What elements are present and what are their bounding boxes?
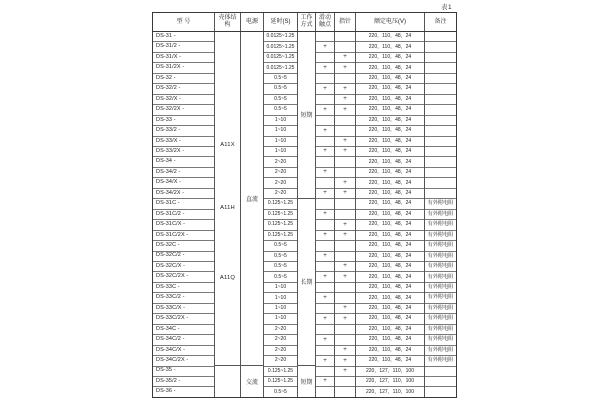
cell-model: DS-34C/2X - (153, 356, 214, 366)
header-sliding-contact: 滑动触点 (316, 13, 335, 31)
cell-model: DS-33/2 - (153, 126, 214, 136)
cell-sliding-contact: + (316, 252, 334, 262)
cell-model: DS-34/2 - (153, 168, 214, 178)
cell-delay: 1~10 (264, 116, 297, 126)
cell-pointer: + (335, 314, 355, 324)
cell-delay: 0.5~5 (264, 272, 297, 282)
cell-pointer: + (335, 95, 355, 105)
cell-delay: 2~20 (264, 356, 297, 366)
cell-model: DS-33C - (153, 283, 214, 293)
cell-remark (425, 137, 456, 147)
cell-delay: 0.5~5 (274, 388, 287, 395)
cell-rated-voltage: 220，110，48，24 (356, 231, 424, 241)
cell-model: DS-32C/X - (153, 262, 214, 272)
cell-delay: 1~10 (264, 126, 297, 136)
cell-sliding-contact: + (316, 231, 334, 241)
cell-rated-voltage: 220，110，48，24 (356, 74, 424, 84)
cell-remark: 有外附电阻 (425, 335, 456, 345)
cell-sliding-contact: + (316, 84, 334, 94)
cell-sliding-contact (316, 32, 334, 42)
cell-remark (425, 116, 456, 126)
cell-sliding-contact: + (316, 335, 334, 345)
cell-model: DS-31C/X - (153, 220, 214, 230)
cell-pointer: + (335, 231, 355, 241)
cell-delay: 0.125~1.25 (264, 367, 297, 377)
cell-pointer (335, 335, 355, 345)
cell-pointer (335, 210, 355, 220)
cell-delay: 2~20 (264, 168, 297, 178)
cell-remark (425, 178, 456, 188)
cell-delay: 0.5~5 (264, 74, 297, 84)
cell-pointer (335, 168, 355, 178)
cell-sliding-contact (316, 95, 334, 105)
header-pointer: 指针 (335, 13, 356, 31)
cell-remark (425, 95, 456, 105)
cell-delay: 0.5~5 (264, 262, 297, 272)
spec-table (152, 12, 457, 398)
cell-pointer: + (335, 63, 355, 73)
cell-remark (425, 32, 456, 42)
cell-delay: 2~20 (264, 335, 297, 345)
cell-delay: 1~10 (264, 314, 297, 324)
col-pointer (335, 32, 356, 397)
cell-pointer: + (335, 84, 355, 94)
cell-model: DS-34C/X - (153, 346, 214, 356)
cell-remark: 有外附电阻 (425, 293, 456, 303)
cell-sliding-contact: + (316, 272, 334, 282)
cell-remark: 有外附电阻 (425, 272, 456, 282)
col-remark (425, 32, 456, 397)
cell-remark: 有外附电阻 (425, 262, 456, 272)
table-number-label: 表1 (441, 4, 453, 11)
group-power: 直流 (241, 32, 263, 366)
cell-pointer (335, 241, 355, 251)
cell-delay: 2~20 (264, 157, 297, 167)
cell-delay: 0.5~5 (264, 105, 297, 115)
cell-delay: 1~10 (264, 304, 297, 314)
cell-model: DS-31C/2X - (153, 231, 214, 241)
cell-remark (425, 168, 456, 178)
cell-sliding-contact: + (316, 314, 334, 324)
cell-rated-voltage: 220，110，48，24 (356, 325, 424, 335)
cell-model: DS-36 - (156, 388, 176, 395)
cell-remark (425, 126, 456, 136)
cell-sliding-contact: + (316, 147, 334, 157)
cell-delay: 1~10 (264, 147, 297, 157)
cell-pointer (335, 199, 355, 209)
cell-sliding-contact (316, 325, 334, 335)
cell-model: DS-34/2X - (153, 189, 214, 199)
cell-model: DS-33 - (153, 116, 214, 126)
cell-sliding-contact (316, 220, 334, 230)
cell-sliding-contact (316, 74, 334, 84)
cell-remark: 有外附电阻 (425, 283, 456, 293)
cell-delay: 0.0125~1.25 (264, 42, 297, 52)
cell-remark (425, 189, 456, 199)
cell-delay: 0.5~5 (264, 95, 297, 105)
cell-pointer: + (335, 262, 355, 272)
cell-remark (425, 147, 456, 157)
cell-pointer (335, 252, 355, 262)
cell-remark (425, 157, 456, 167)
cell-model: DS-33C/2X - (153, 314, 214, 324)
cell-delay: 0.5~5 (264, 252, 297, 262)
cell-rated-voltage: 220，110，48，24 (356, 137, 424, 147)
cell-remark (425, 84, 456, 94)
cell-model: DS-33C/X - (153, 304, 214, 314)
cell-delay: 2~20 (264, 346, 297, 356)
cell-rated-voltage: 220，110，48，24 (356, 272, 424, 282)
cell-pointer (335, 116, 355, 126)
cell-pointer: + (335, 147, 355, 157)
group-work-mode: 长期 (298, 199, 315, 366)
cell-rated-voltage: 220，110，48，24 (356, 189, 424, 199)
cell-rated-voltage: 220，110，48，24 (356, 356, 424, 366)
cell-model: DS-35/2 - (153, 377, 214, 387)
cell-model: DS-33C/2 - (153, 293, 214, 303)
cell-delay: 2~20 (264, 325, 297, 335)
cell-delay: 0.0125~1.25 (264, 63, 297, 73)
cell-pointer: + (335, 304, 355, 314)
cell-pointer: + (335, 367, 355, 377)
cell-model: DS-32 - (153, 74, 214, 84)
cell-remark (425, 105, 456, 115)
cell-rated-voltage: 220，110，48，24 (356, 157, 424, 167)
cell-remark: 有外附电阻 (425, 252, 456, 262)
cell-model: DS-31C/2 - (153, 210, 214, 220)
cell-pointer: + (335, 346, 355, 356)
shell-code-label: A11H (220, 205, 235, 212)
cell-pointer (335, 293, 355, 303)
cell-pointer (335, 42, 355, 52)
cell-rated-voltage: 220，110，48，24 (356, 84, 424, 94)
cell-rated-voltage: 220，110，48，24 (356, 116, 424, 126)
cell-model: DS-34 - (153, 157, 214, 167)
cell-remark (425, 367, 456, 377)
cell-sliding-contact: + (316, 356, 334, 366)
cell-delay: 0.5~5 (264, 241, 297, 251)
header-remark: 备注 (434, 18, 447, 25)
cell-pointer: + (335, 178, 355, 188)
group-shell (215, 366, 240, 397)
cell-pointer (335, 377, 355, 387)
cell-delay: 0.0125~1.25 (264, 53, 297, 63)
col-shell (215, 32, 241, 397)
cell-rated-voltage: 220，110，48，24 (356, 210, 424, 220)
cell-model: DS-31/2X - (153, 63, 214, 73)
col-model (153, 32, 215, 397)
cell-delay: 2~20 (264, 189, 297, 199)
group-shell (215, 32, 240, 366)
cell-pointer: + (335, 220, 355, 230)
cell-sliding-contact (316, 178, 334, 188)
col-power (241, 32, 264, 397)
cell-remark (425, 377, 456, 387)
cell-remark (425, 387, 456, 396)
header-power: 电源 (241, 13, 264, 31)
col-delay (264, 32, 298, 397)
cell-rated-voltage: 220，110，48，24 (356, 304, 424, 314)
cell-delay: 1~10 (264, 283, 297, 293)
cell-sliding-contact (316, 241, 334, 251)
cell-sliding-contact: + (316, 126, 334, 136)
cell-delay: 2~20 (264, 178, 297, 188)
cell-sliding-contact (316, 387, 334, 396)
cell-sliding-contact: + (316, 210, 334, 220)
group-power: 交流 (245, 379, 258, 386)
cell-model: DS-31/2 - (153, 42, 214, 52)
cell-rated-voltage: 220，110，48，24 (356, 252, 424, 262)
cell-pointer: + (335, 189, 355, 199)
header-shell: 壳体结构 (215, 13, 241, 31)
shell-code-label: A11X (220, 142, 235, 149)
cell-sliding-contact (316, 262, 334, 272)
cell-model: DS-32/X - (153, 95, 214, 105)
cell-model: DS-35 - (153, 367, 214, 377)
cell-sliding-contact: + (316, 63, 334, 73)
cell-model: DS-32C/2 - (153, 252, 214, 262)
cell-rated-voltage: 220，110，48，24 (356, 199, 424, 209)
cell-rated-voltage: 220，110，48，24 (356, 53, 424, 63)
cell-delay: 1~10 (264, 293, 297, 303)
cell-rated-voltage: 220，110，48，24 (356, 168, 424, 178)
cell-rated-voltage: 220，110，48，24 (356, 126, 424, 136)
cell-rated-voltage: 220，110，48，24 (356, 314, 424, 324)
cell-remark: 有外附电阻 (425, 199, 456, 209)
cell-sliding-contact: + (316, 105, 334, 115)
cell-model: DS-32/2X - (153, 105, 214, 115)
cell-pointer (335, 157, 355, 167)
cell-sliding-contact (316, 283, 334, 293)
cell-sliding-contact (316, 346, 334, 356)
cell-remark: 有外附电阻 (425, 210, 456, 220)
cell-model: DS-33/2X - (153, 147, 214, 157)
cell-delay: 1~10 (264, 137, 297, 147)
group-work-mode: 短期 (300, 379, 313, 386)
cell-sliding-contact: + (316, 377, 334, 387)
cell-remark: 有外附电阻 (425, 241, 456, 251)
cell-sliding-contact (316, 116, 334, 126)
shell-code-label: A11Q (219, 275, 236, 282)
header-work-mode: 工作方式 (298, 13, 316, 31)
cell-pointer (335, 126, 355, 136)
cell-sliding-contact (316, 304, 334, 314)
cell-model: DS-34C - (153, 325, 214, 335)
cell-pointer: + (335, 105, 355, 115)
cell-model: DS-34C/2 - (153, 335, 214, 345)
cell-model: DS-31C - (153, 199, 214, 209)
cell-model: DS-32/2 - (153, 84, 214, 94)
col-sliding-contact (316, 32, 335, 397)
cell-model: DS-34/X - (153, 178, 214, 188)
cell-pointer: + (335, 272, 355, 282)
cell-model: DS-31/X - (153, 53, 214, 63)
cell-rated-voltage: 220，110，48，24 (356, 220, 424, 230)
cell-remark (425, 53, 456, 63)
cell-pointer (335, 74, 355, 84)
cell-delay: 0.125~1.25 (264, 231, 297, 241)
cell-delay: 0.125~1.25 (264, 199, 297, 209)
cell-sliding-contact: + (316, 42, 334, 52)
col-work-mode (298, 32, 316, 397)
cell-pointer (335, 387, 355, 396)
cell-sliding-contact (316, 53, 334, 63)
cell-pointer: + (335, 356, 355, 366)
cell-rated-voltage: 220，110，48，24 (356, 178, 424, 188)
table-body (153, 32, 456, 397)
cell-remark: 有外附电阻 (425, 304, 456, 314)
cell-remark: 有外附电阻 (425, 314, 456, 324)
table-header-row (153, 13, 456, 32)
cell-pointer (335, 32, 355, 42)
cell-rated-voltage: 220，110，48，24 (356, 95, 424, 105)
header-delay: 延时(S) (264, 13, 298, 31)
cell-rated-voltage: 220，110，48，24 (356, 283, 424, 293)
cell-rated-voltage: 220，110，48，24 (356, 262, 424, 272)
cell-rated-voltage: 220，110，48，24 (356, 293, 424, 303)
cell-remark: 有外附电阻 (425, 220, 456, 230)
cell-rated-voltage: 220，110，48，24 (356, 147, 424, 157)
header-rated-voltage: 额定电压(V) (356, 13, 425, 31)
cell-delay: 0.5~5 (264, 84, 297, 94)
cell-pointer: + (335, 137, 355, 147)
cell-pointer (335, 283, 355, 293)
cell-rated-voltage: 220，127，110，100 (356, 367, 424, 377)
cell-sliding-contact (316, 157, 334, 167)
cell-delay: 0.125~1.25 (264, 210, 297, 220)
cell-remark: 有外附电阻 (425, 325, 456, 335)
cell-sliding-contact: + (316, 189, 334, 199)
group-work-mode: 短期 (298, 32, 315, 199)
cell-rated-voltage: 220，110，48，24 (356, 335, 424, 345)
cell-rated-voltage: 220，127，110，100 (356, 377, 424, 387)
cell-rated-voltage: 220，110，48，24 (356, 346, 424, 356)
cell-remark (425, 63, 456, 73)
cell-sliding-contact: + (316, 168, 334, 178)
cell-pointer: + (335, 53, 355, 63)
cell-delay: 0.0125~1.25 (264, 32, 297, 42)
cell-rated-voltage: 220，110，48，24 (356, 241, 424, 251)
col-rated-voltage (356, 32, 425, 397)
cell-remark: 有外附电阻 (425, 231, 456, 241)
cell-remark (425, 74, 456, 84)
cell-pointer (335, 325, 355, 335)
cell-delay: 0.125~1.25 (264, 377, 297, 387)
cell-rated-voltage: 220，110，48，24 (356, 63, 424, 73)
cell-sliding-contact (316, 367, 334, 377)
cell-model: DS-32C - (153, 241, 214, 251)
cell-remark: 有外附电阻 (425, 356, 456, 366)
cell-delay: 0.125~1.25 (264, 220, 297, 230)
cell-rated-voltage: 220，110，48，24 (356, 32, 424, 42)
header-model: 型 号 (153, 13, 215, 31)
cell-remark: 有外附电阻 (425, 346, 456, 356)
cell-model: DS-33/X - (153, 137, 214, 147)
cell-rated-voltage: 220，110，48，24 (356, 42, 424, 52)
cell-rated-voltage: 220，127，110，100 (366, 388, 414, 395)
cell-model: DS-31 - (153, 32, 214, 42)
cell-remark (425, 42, 456, 52)
cell-model: DS-32C/2X - (153, 272, 214, 282)
cell-sliding-contact (316, 199, 334, 209)
cell-sliding-contact: + (316, 293, 334, 303)
cell-sliding-contact (316, 137, 334, 147)
cell-rated-voltage: 220，110，48，24 (356, 105, 424, 115)
